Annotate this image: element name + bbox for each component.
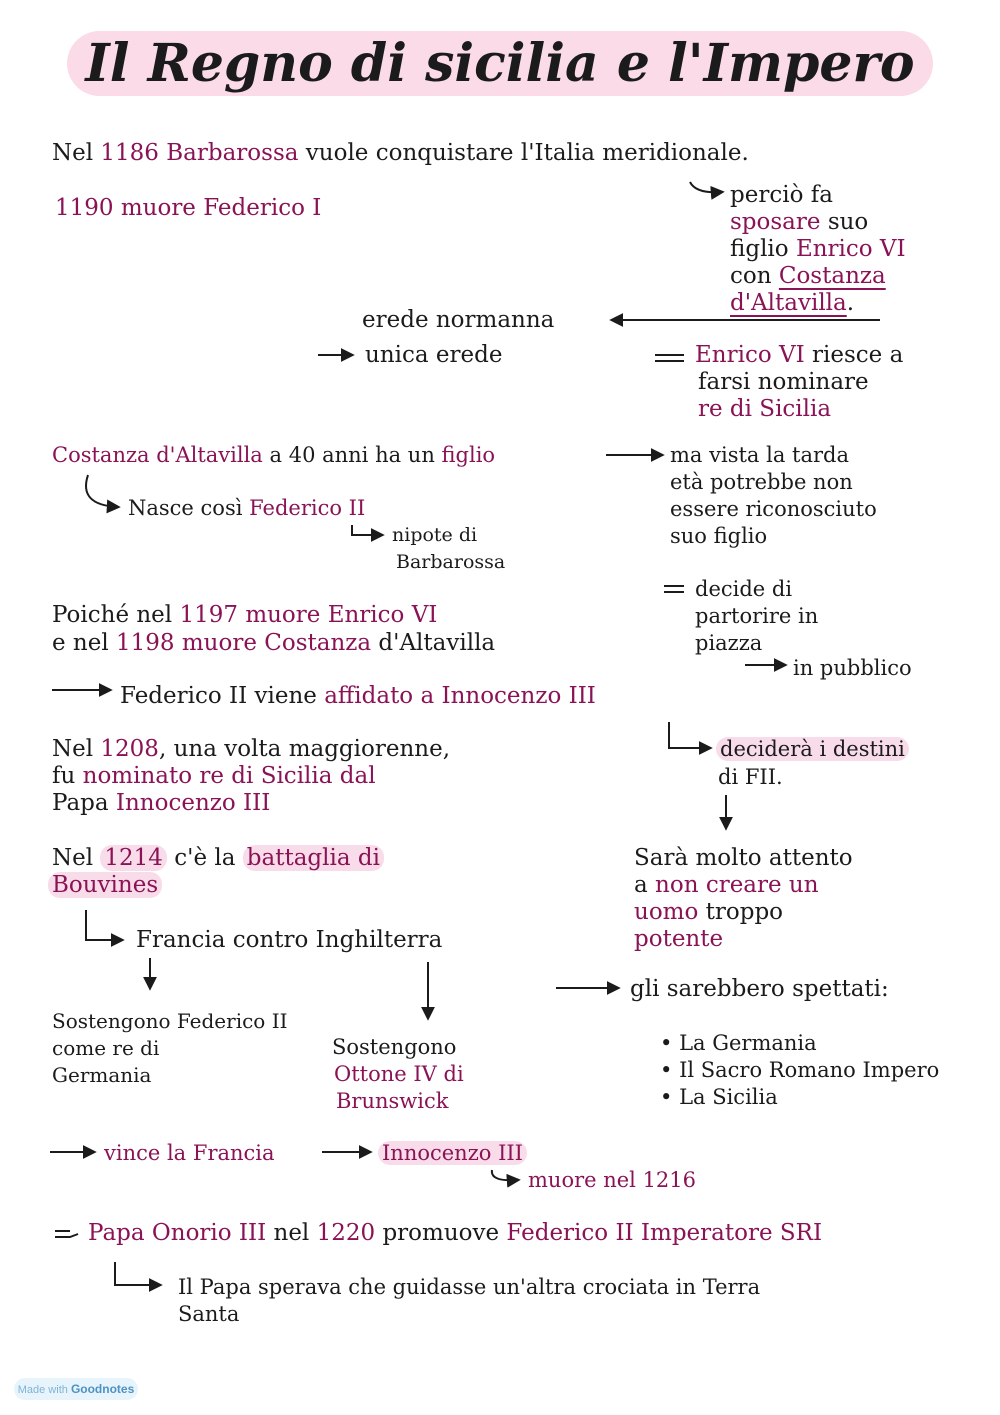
- goodnotes-badge: Made with Goodnotes: [14, 1378, 138, 1400]
- arrow-destini: [669, 722, 710, 748]
- sost2-line-1: Sostengono: [332, 1035, 457, 1059]
- arrow-muore: [492, 1170, 518, 1180]
- perciò-line-3: figlio Enrico VI: [730, 236, 906, 262]
- sost2-line-3: Brunswick: [336, 1089, 449, 1113]
- poiche-line-1: Poiché nel 1197 muore Enrico VI: [52, 602, 438, 628]
- partorire-line-4: in pubblico: [793, 656, 912, 680]
- affidato-line: Federico II viene affidato a Innocenzo III: [120, 683, 596, 709]
- arrow-enrico: [655, 355, 684, 361]
- vince-la-francia: vince la Francia: [104, 1141, 275, 1165]
- attento-line-2: a non creare un: [634, 872, 819, 898]
- muore-1216: muore nel 1216: [528, 1168, 697, 1192]
- spettati-item: • La Sicilia: [660, 1085, 778, 1109]
- attento-line-1: Sarà molto attento: [634, 845, 853, 871]
- arrow-decide: [664, 586, 684, 592]
- crociata-line-2: Santa: [178, 1302, 240, 1326]
- enrico-line-1: Enrico VI riesce a: [695, 342, 904, 368]
- perciò-line-4: con Costanza: [730, 263, 886, 289]
- arrow-nipote: [352, 525, 382, 535]
- destini-line-2: di FII.: [718, 765, 783, 789]
- onorio-line: Papa Onorio III nel 1220 promuove Federico II Imperatore SRI: [88, 1220, 823, 1246]
- crociata-line-1: Il Papa sperava che guidasse un'altra crociata in Terra: [178, 1275, 761, 1299]
- arrow-perciò: [690, 182, 722, 192]
- tarda-line-1: ma vista la tarda: [670, 443, 849, 467]
- nipote-line-1: nipote di: [392, 524, 478, 546]
- perciò-line-1: perciò fa: [730, 182, 833, 208]
- poiche-line-2: e nel 1198 muore Costanza d'Altavilla: [52, 630, 496, 656]
- nel1208-line-1: Nel 1208, una volta maggiorenne,: [52, 736, 451, 762]
- unica-erede: unica erede: [365, 342, 503, 368]
- sost2-line-2: Ottone IV di: [334, 1062, 464, 1086]
- tarda-line-2: età potrebbe non: [670, 470, 853, 494]
- nel1208-line-2: fu nominato re di Sicilia dal: [52, 763, 376, 789]
- innocenzo-muore: Innocenzo III: [378, 1140, 527, 1167]
- spettati-line: gli sarebbero spettati:: [630, 976, 889, 1002]
- nipote-line-2: Barbarossa: [396, 551, 506, 573]
- page-title: Il Regno di sicilia e l'Impero: [0, 28, 1000, 100]
- enrico-line-3: re di Sicilia: [698, 396, 832, 422]
- sentence-1190: 1190 muore Federico I: [55, 195, 322, 221]
- sost1-line-1: Sostengono Federico II: [52, 1009, 288, 1033]
- sost1-line-2: come re di: [52, 1036, 160, 1060]
- costanza-line: Costanza d'Altavilla a 40 anni ha un figlio: [52, 443, 496, 467]
- tarda-line-3: essere riconosciuto: [670, 497, 877, 521]
- sost1-line-3: Germania: [52, 1063, 152, 1087]
- arrow-onorio: [55, 1231, 78, 1237]
- attento-line-3: uomo troppo: [634, 899, 784, 925]
- arrow-nasce: [86, 475, 118, 507]
- arrow-francia: [86, 910, 122, 940]
- perciò-line-5: d'Altavilla.: [730, 290, 855, 316]
- perciò-line-2: sposare suo: [730, 209, 869, 235]
- partorire-line-2: partorire in: [695, 604, 819, 628]
- arrow-crociata: [115, 1262, 160, 1285]
- enrico-line-2: farsi nominare: [698, 369, 869, 395]
- spettati-item: • La Germania: [660, 1031, 817, 1055]
- bouvines-line-1: Nel 1214 c'è la battaglia di: [52, 845, 384, 872]
- bouvines-line-2: Bouvines: [48, 872, 162, 899]
- sentence-1186: Nel 1186 Barbarossa vuole conquistare l'Italia meridionale.: [52, 140, 749, 166]
- tarda-line-4: suo figlio: [670, 524, 768, 548]
- attento-line-4: potente: [634, 926, 724, 952]
- francia-contro-inghilterra: Francia contro Inghilterra: [136, 927, 443, 953]
- partorire-line-3: piazza: [695, 631, 763, 655]
- spettati-item: • Il Sacro Romano Impero: [660, 1058, 940, 1082]
- nel1208-line-3: Papa Innocenzo III: [52, 790, 271, 816]
- erede-normanna: erede normanna: [362, 307, 555, 333]
- nasce-line: Nasce così Federico II: [128, 496, 366, 520]
- partorire-line-1: decide di: [695, 577, 793, 601]
- destini-line-1: deciderà i destini: [716, 736, 909, 763]
